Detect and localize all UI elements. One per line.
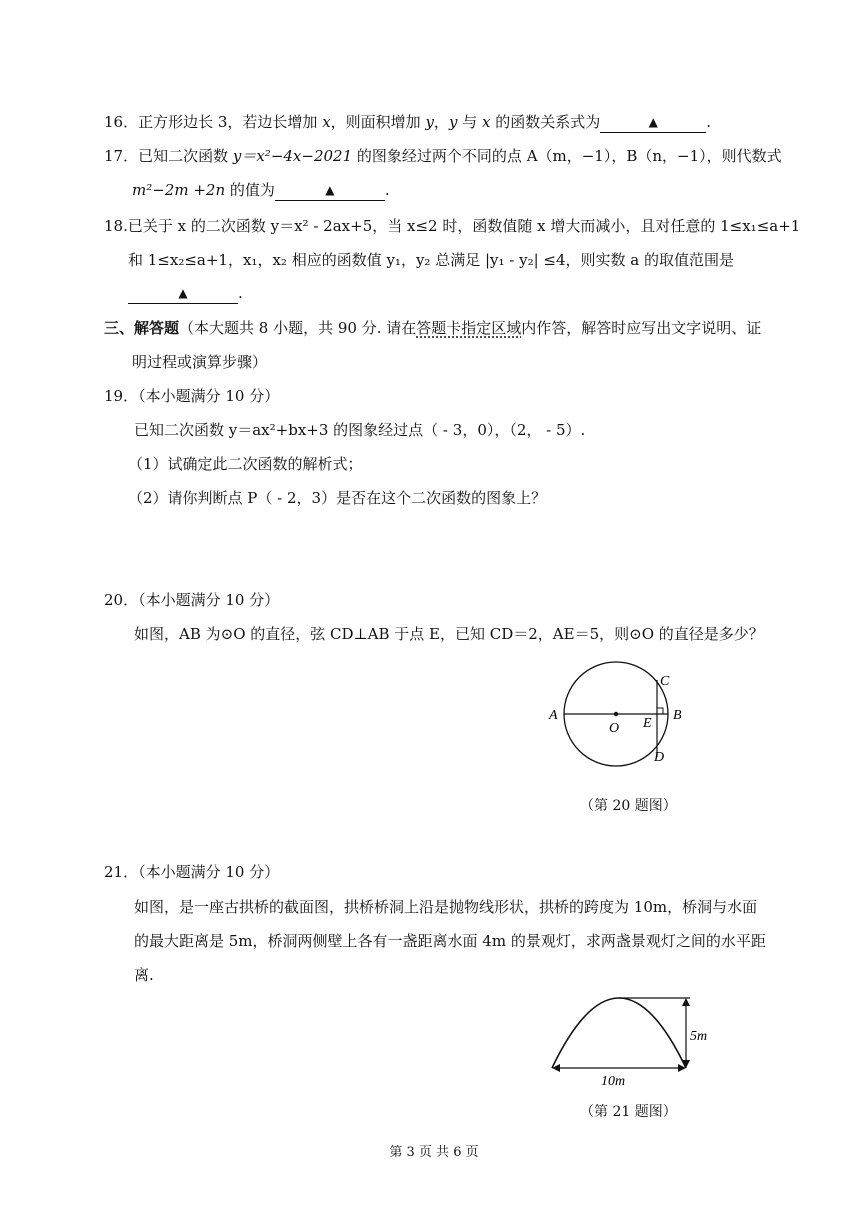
circle-o (564, 662, 668, 766)
label-height: 5m (690, 1029, 708, 1044)
question-18-line-1: 18.已关于 x 的二次函数 y＝x² - 2ax+5，当 x≤2 时，函数值随 x 增大而减小，且对任意的 1≤x₁≤a+1 (104, 217, 801, 235)
question-21-header: 21．（本小题满分 10 分） (104, 863, 280, 881)
answer-blank-17: ▲ (275, 179, 385, 201)
question-19-part-2: （2）请你判断点 P（ - 2，3）是否在这个二次函数的图象上？ (128, 489, 547, 507)
question-17-line-2: m²−2m +2n 的值为 ▲ . (132, 181, 390, 199)
question-19-part-1: （1）试确定此二次函数的解析式； (128, 455, 363, 473)
page-footer: 第 3 页 共 6 页 (389, 1145, 479, 1160)
span-arrow-right (678, 1064, 686, 1072)
right-angle-mark (657, 708, 663, 714)
label-o: O (609, 721, 620, 736)
section-3-heading-line-2: 明过程或演算步骤） (132, 353, 268, 371)
label-d: D (654, 750, 665, 765)
label-e: E (643, 716, 652, 731)
span-arrow-left (552, 1064, 560, 1072)
question-20-header: 20．（本小题满分 10 分） (104, 591, 280, 609)
question-21-line-3: 离. (134, 966, 154, 984)
label-span: 10m (601, 1074, 626, 1089)
question-18-line-2: 和 1≤x₂≤a+1，x₁，x₂ 相应的函数值 y₁，y₂ 总满足 |y₁ - y₂| ≤4，则实数 a 的取值范围是 (128, 251, 735, 269)
height-arrow-down (682, 1060, 690, 1068)
label-c: C (660, 674, 670, 689)
section-3-heading: 三、解答题（本大题共 8 小题，共 90 分. 请在答题卡指定区域内作答，解答时应写出文字说明、证 (104, 319, 762, 337)
figure-20-caption: （第 20 题图） (580, 798, 677, 814)
answer-blank-18: ▲ (128, 282, 238, 304)
center-point (614, 712, 618, 716)
question-16: 16．正方形边长 3，若边长增加 x，则面积增加 y，y 与 x 的函数关系式为 ▲ . (104, 113, 711, 131)
height-arrow-up (682, 998, 690, 1006)
answer-blank-16: ▲ (600, 111, 706, 133)
question-19-stem: 已知二次函数 y＝ax²+bx+3 的图象经过点（ - 3，0），（2， - 5）. (134, 421, 586, 439)
label-b: B (673, 708, 682, 723)
question-21-line-2: 的最大距离是 5m，桥洞两侧壁上各有一盏距离水面 4m 的景观灯，求两盏景观灯之间的水平距 (134, 932, 766, 950)
arch-parabola (552, 998, 686, 1068)
question-18-line-3: ▲ . (128, 283, 243, 305)
question-17-line-1: 17．已知二次函数 y＝x²−4x−2021 的图象经过两个不同的点 A（m，−1），B（n，−1），则代数式 (104, 147, 782, 165)
figure-21-caption: （第 21 题图） (580, 1104, 677, 1120)
question-19-header: 19．（本小题满分 10 分） (104, 387, 280, 405)
label-a: A (549, 708, 558, 723)
question-21-line-1: 如图，是一座古拱桥的截面图，拱桥桥洞上沿是抛物线形状，拱桥的跨度为 10m，桥洞与水面 (134, 898, 758, 916)
question-20-stem: 如图，AB 为⊙O 的直径，弦 CD⊥AB 于点 E，已知 CD＝2，AE＝5，则⊙O 的直径是多少？ (134, 625, 764, 643)
